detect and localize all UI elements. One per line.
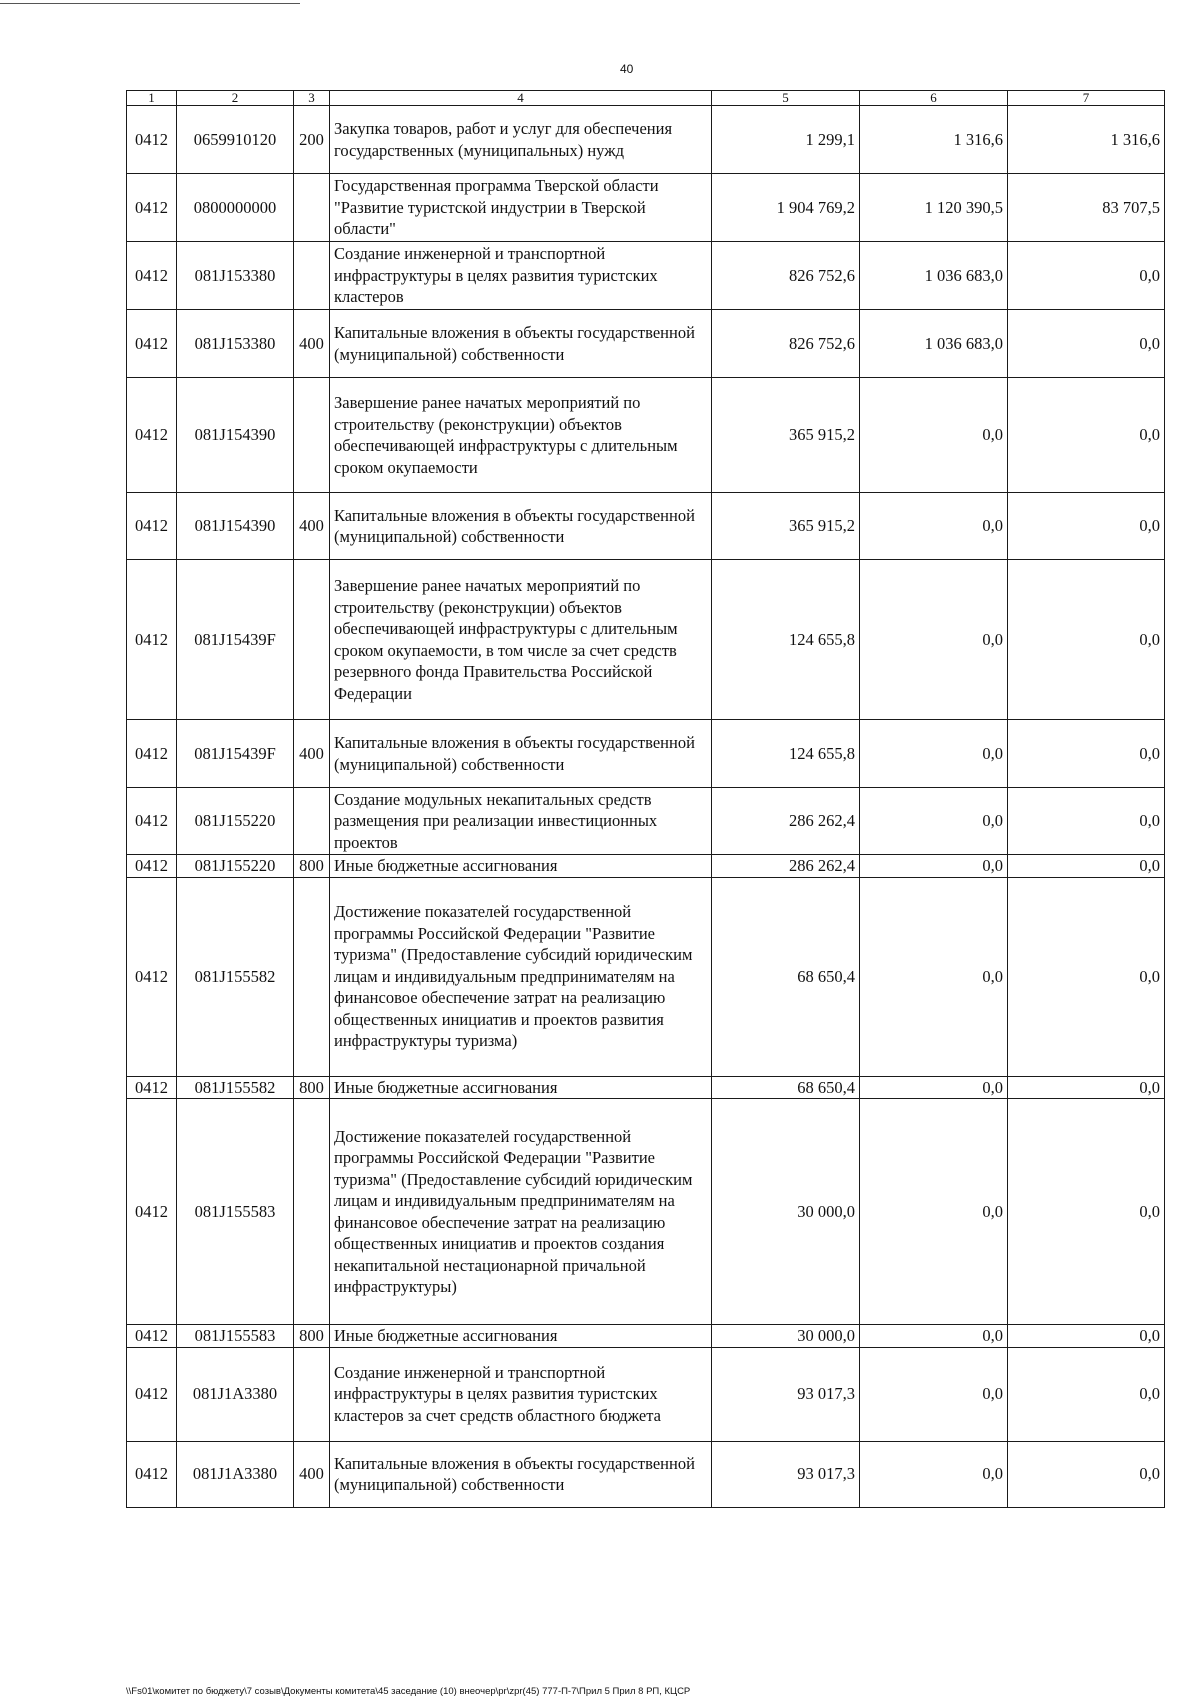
amount-col6-cell: 0,0	[860, 877, 1008, 1076]
amount-col5-cell: 826 752,6	[712, 310, 860, 378]
expense-type-cell: 800	[294, 1076, 330, 1099]
amount-col5-cell: 124 655,8	[712, 720, 860, 788]
target-article-cell: 081J1A3380	[177, 1441, 294, 1507]
table-row	[127, 378, 1165, 493]
target-article-cell: 081J155220	[177, 788, 294, 855]
expense-type-cell	[294, 1347, 330, 1441]
table-row	[127, 1347, 1165, 1441]
footer-file-path: \\Fs01\комитет по бюджету\7 созыв\Документы комитета\45 заседание (10) внеочер\pr\zpr(45) 777-П-7\Прил 5 Прил 8 РП, КЦСР	[126, 1686, 691, 1697]
amount-col7-cell: 1 316,6	[1008, 106, 1165, 174]
section-code-cell: 0412	[127, 310, 177, 378]
amount-col7-cell: 0,0	[1008, 1441, 1165, 1507]
amount-col6-cell: 0,0	[860, 378, 1008, 493]
section-code-cell: 0412	[127, 877, 177, 1076]
section-code-cell: 0412	[127, 1099, 177, 1325]
table-row	[127, 106, 1165, 174]
expense-type-cell	[294, 1099, 330, 1325]
section-code-cell: 0412	[127, 106, 177, 174]
budget-table	[126, 90, 1165, 1508]
expense-type-cell: 400	[294, 493, 330, 560]
column-header: 6	[860, 91, 1008, 106]
item-name-cell: Государственная программа Тверской области "Развитие туристской индустрии в Тверской области"	[330, 174, 712, 242]
amount-col7-cell: 0,0	[1008, 560, 1165, 720]
section-code-cell: 0412	[127, 720, 177, 788]
expense-type-cell: 200	[294, 106, 330, 174]
column-header: 5	[712, 91, 860, 106]
section-code-cell: 0412	[127, 1347, 177, 1441]
amount-col5-cell: 286 262,4	[712, 788, 860, 855]
amount-col6-cell: 0,0	[860, 1325, 1008, 1348]
amount-col5-cell: 93 017,3	[712, 1441, 860, 1507]
item-name-cell: Завершение ранее начатых мероприятий по строительству (реконструкции) объектов обеспечивающей инфраструктуры с длительным сроком окупаемости	[330, 378, 712, 493]
table-row	[127, 310, 1165, 378]
amount-col6-cell: 1 120 390,5	[860, 174, 1008, 242]
item-name-cell: Капитальные вложения в объекты государственной (муниципальной) собственности	[330, 493, 712, 560]
item-name-cell: Создание модульных некапитальных средств размещения при реализации инвестиционных проектов	[330, 788, 712, 855]
table-row	[127, 242, 1165, 310]
amount-col6-cell: 0,0	[860, 1076, 1008, 1099]
expense-type-cell	[294, 788, 330, 855]
amount-col5-cell: 68 650,4	[712, 877, 860, 1076]
table-row	[127, 1325, 1165, 1348]
section-code-cell: 0412	[127, 242, 177, 310]
expense-type-cell	[294, 242, 330, 310]
expense-type-cell	[294, 877, 330, 1076]
section-code-cell: 0412	[127, 174, 177, 242]
amount-col7-cell: 0,0	[1008, 855, 1165, 878]
table-row	[127, 174, 1165, 242]
amount-col6-cell: 0,0	[860, 1441, 1008, 1507]
amount-col6-cell: 0,0	[860, 855, 1008, 878]
table-row	[127, 720, 1165, 788]
amount-col7-cell: 0,0	[1008, 788, 1165, 855]
item-name-cell: Создание инженерной и транспортной инфраструктуры в целях развития туристских кластеров	[330, 242, 712, 310]
amount-col6-cell: 0,0	[860, 1347, 1008, 1441]
section-code-cell: 0412	[127, 1441, 177, 1507]
section-code-cell: 0412	[127, 493, 177, 560]
target-article-cell: 081J15439F	[177, 720, 294, 788]
target-article-cell: 081J155583	[177, 1325, 294, 1348]
item-name-cell: Иные бюджетные ассигнования	[330, 1076, 712, 1099]
column-header: 4	[330, 91, 712, 106]
amount-col7-cell: 0,0	[1008, 1347, 1165, 1441]
amount-col5-cell: 30 000,0	[712, 1099, 860, 1325]
amount-col5-cell: 365 915,2	[712, 493, 860, 560]
section-code-cell: 0412	[127, 788, 177, 855]
section-code-cell: 0412	[127, 1076, 177, 1099]
amount-col5-cell: 1 904 769,2	[712, 174, 860, 242]
column-header: 2	[177, 91, 294, 106]
expense-type-cell	[294, 174, 330, 242]
amount-col6-cell: 0,0	[860, 493, 1008, 560]
amount-col6-cell: 0,0	[860, 720, 1008, 788]
target-article-cell: 081J154390	[177, 493, 294, 560]
page-number: 40	[620, 62, 634, 76]
expense-type-cell: 400	[294, 1441, 330, 1507]
target-article-cell: 081J15439F	[177, 560, 294, 720]
expense-type-cell	[294, 378, 330, 493]
item-name-cell: Иные бюджетные ассигнования	[330, 1325, 712, 1348]
amount-col5-cell: 286 262,4	[712, 855, 860, 878]
amount-col6-cell: 1 036 683,0	[860, 310, 1008, 378]
table-row	[127, 855, 1165, 878]
target-article-cell: 081J155582	[177, 877, 294, 1076]
amount-col6-cell: 0,0	[860, 560, 1008, 720]
table-row	[127, 560, 1165, 720]
amount-col7-cell: 0,0	[1008, 1325, 1165, 1348]
amount-col6-cell: 0,0	[860, 788, 1008, 855]
target-article-cell: 081J1A3380	[177, 1347, 294, 1441]
amount-col5-cell: 68 650,4	[712, 1076, 860, 1099]
table-row	[127, 877, 1165, 1076]
section-code-cell: 0412	[127, 1325, 177, 1348]
amount-col5-cell: 826 752,6	[712, 242, 860, 310]
column-header: 3	[294, 91, 330, 106]
amount-col7-cell: 0,0	[1008, 877, 1165, 1076]
column-header: 7	[1008, 91, 1165, 106]
expense-type-cell	[294, 560, 330, 720]
item-name-cell: Капитальные вложения в объекты государственной (муниципальной) собственности	[330, 720, 712, 788]
amount-col5-cell: 30 000,0	[712, 1325, 860, 1348]
column-header: 1	[127, 91, 177, 106]
table-row	[127, 1441, 1165, 1507]
table-row	[127, 788, 1165, 855]
item-name-cell: Достижение показателей государственной программы Российской Федерации "Развитие туризма" (Предоставление субсидий юридическим лицам и индивидуальным предпринимателям на финансовое обеспечение затрат на реализацию общественных инициатив и проектов создания некапитальной нестационарной причальной инфраструктуры)	[330, 1099, 712, 1325]
target-article-cell: 081J153380	[177, 242, 294, 310]
amount-col6-cell: 0,0	[860, 1099, 1008, 1325]
table-row	[127, 1099, 1165, 1325]
expense-type-cell: 800	[294, 1325, 330, 1348]
expense-type-cell: 400	[294, 720, 330, 788]
amount-col7-cell: 0,0	[1008, 720, 1165, 788]
item-name-cell: Завершение ранее начатых мероприятий по строительству (реконструкции) объектов обеспечивающей инфраструктуры с длительным сроком окупаемости, в том числе за счет средств резервного фонда Правительства Российской Федерации	[330, 560, 712, 720]
target-article-cell: 0800000000	[177, 174, 294, 242]
column-number-header-row	[127, 91, 1165, 106]
amount-col7-cell: 0,0	[1008, 378, 1165, 493]
section-code-cell: 0412	[127, 560, 177, 720]
amount-col5-cell: 1 299,1	[712, 106, 860, 174]
amount-col6-cell: 1 316,6	[860, 106, 1008, 174]
target-article-cell: 081J154390	[177, 378, 294, 493]
target-article-cell: 0659910120	[177, 106, 294, 174]
amount-col5-cell: 124 655,8	[712, 560, 860, 720]
expense-type-cell: 800	[294, 855, 330, 878]
amount-col7-cell: 0,0	[1008, 310, 1165, 378]
item-name-cell: Достижение показателей государственной программы Российской Федерации "Развитие туризма" (Предоставление субсидий юридическим лицам и индивидуальным предпринимателям на финансовое обеспечение затрат на реализацию общественных инициатив и проектов развития инфраструктуры туризма)	[330, 877, 712, 1076]
target-article-cell: 081J155582	[177, 1076, 294, 1099]
item-name-cell: Закупка товаров, работ и услуг для обеспечения государственных (муниципальных) нужд	[330, 106, 712, 174]
amount-col7-cell: 0,0	[1008, 242, 1165, 310]
target-article-cell: 081J155220	[177, 855, 294, 878]
section-code-cell: 0412	[127, 378, 177, 493]
section-code-cell: 0412	[127, 855, 177, 878]
item-name-cell: Создание инженерной и транспортной инфраструктуры в целях развития туристских кластеров за счет средств областного бюджета	[330, 1347, 712, 1441]
table-row	[127, 493, 1165, 560]
amount-col7-cell: 0,0	[1008, 1099, 1165, 1325]
scan-top-rule	[0, 3, 300, 4]
amount-col7-cell: 0,0	[1008, 493, 1165, 560]
amount-col7-cell: 83 707,5	[1008, 174, 1165, 242]
target-article-cell: 081J155583	[177, 1099, 294, 1325]
target-article-cell: 081J153380	[177, 310, 294, 378]
item-name-cell: Капитальные вложения в объекты государственной (муниципальной) собственности	[330, 310, 712, 378]
amount-col7-cell: 0,0	[1008, 1076, 1165, 1099]
amount-col5-cell: 93 017,3	[712, 1347, 860, 1441]
amount-col5-cell: 365 915,2	[712, 378, 860, 493]
table-row	[127, 1076, 1165, 1099]
item-name-cell: Капитальные вложения в объекты государственной (муниципальной) собственности	[330, 1441, 712, 1507]
expense-type-cell: 400	[294, 310, 330, 378]
item-name-cell: Иные бюджетные ассигнования	[330, 855, 712, 878]
amount-col6-cell: 1 036 683,0	[860, 242, 1008, 310]
